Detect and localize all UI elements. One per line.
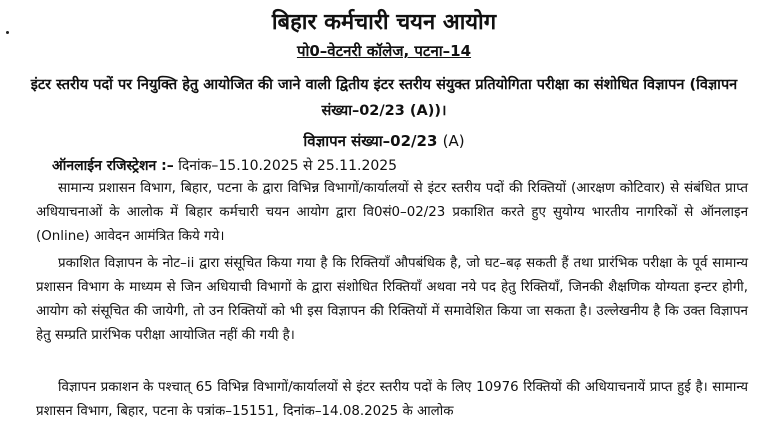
advertisement-number-suffix: (A) xyxy=(442,132,465,150)
paragraph-3 xyxy=(36,376,748,424)
advertisement-number xyxy=(0,130,768,152)
registration-label: ऑनलाईन रजिस्ट्रेशन :– xyxy=(52,158,174,174)
registration-dates: दिनांक–15.10.2025 से 25.11.2025 xyxy=(178,158,398,174)
paragraph-3-text: विज्ञापन प्रकाशन के पश्चात् 65 विभिन्न विभागों/कार्यालयों से इंटर स्तरीय पदों के लिए 10976 रिक्तियों की अधियाचनायें प्राप्त हुई है। सामान्य प्रशासन विभाग, बिहार, पटना के पत्रांक–15151, दिनांक–14.08.2025 के आलोक xyxy=(36,380,748,419)
notice-heading: इंटर स्तरीय पदों पर नियुक्ति हेतु आयोजित की जाने वाली द्वितीय इंटर स्तरीय संयुक्त प्रतियोगिता परीक्षा का संशोधित विज्ञापन (विज्ञापन संख्या–02/23 (A))। xyxy=(30,77,738,119)
paragraph-1-text: सामान्य प्रशासन विभाग, बिहार, पटना के द्वारा विभिन्न विभागों/कार्यालयों से इंटर स्तरीय पदों की रिक्तियों (आरक्षण कोटिवार) से संबंधित प्राप्त अधियाचनाओं के आलोक में बिहार कर्मचारी चयन आयोग द्वारा वि0सं0–02/23 प्रकाशित करते हुए सुयोग्य भारतीय नागरिकों से ऑनलाइन (Online) आवेदन आमंत्रित किये गये। xyxy=(36,181,748,244)
registration-line xyxy=(52,156,397,176)
organization-name: बिहार कर्मचारी चयन आयोग xyxy=(271,10,497,35)
paragraph-2-text: प्रकाशित विज्ञापन के नोट–ii द्वारा संसूचित किया गया है कि रिक्तियाँ औपबंधिक है, जो घट–बढ़ सकती हैं तथा प्रारंभिक परीक्षा के पूर्व सामान्य प्रशासन विभाग के माध्यम से जिन अधियाची विभागों के द्वारा संशोधित रिक्तियाँ अथवा नये पद हेतु रिक्तियाँ, जिनकी शैक्षणिक योग्यता इन्टर होगी, आयोग को संसूचित की जायेगी, तो उन रिक्तियों को भी इस विज्ञापन की रिक्तियों में समावेशित किया जा सकता है। उल्लेखनीय है कि उक्त विज्ञापन हेतु सम्प्रति प्रारंभिक परीक्षा आयोजित नहीं की गयी है। xyxy=(36,256,748,343)
advertisement-number-label: विज्ञापन संख्या–02/23 xyxy=(303,132,438,150)
paragraph-2 xyxy=(36,252,748,348)
organization-address: पो0–वेटनरी कॉलेज, पटना–14 xyxy=(296,42,472,60)
paragraph-1 xyxy=(36,177,748,249)
